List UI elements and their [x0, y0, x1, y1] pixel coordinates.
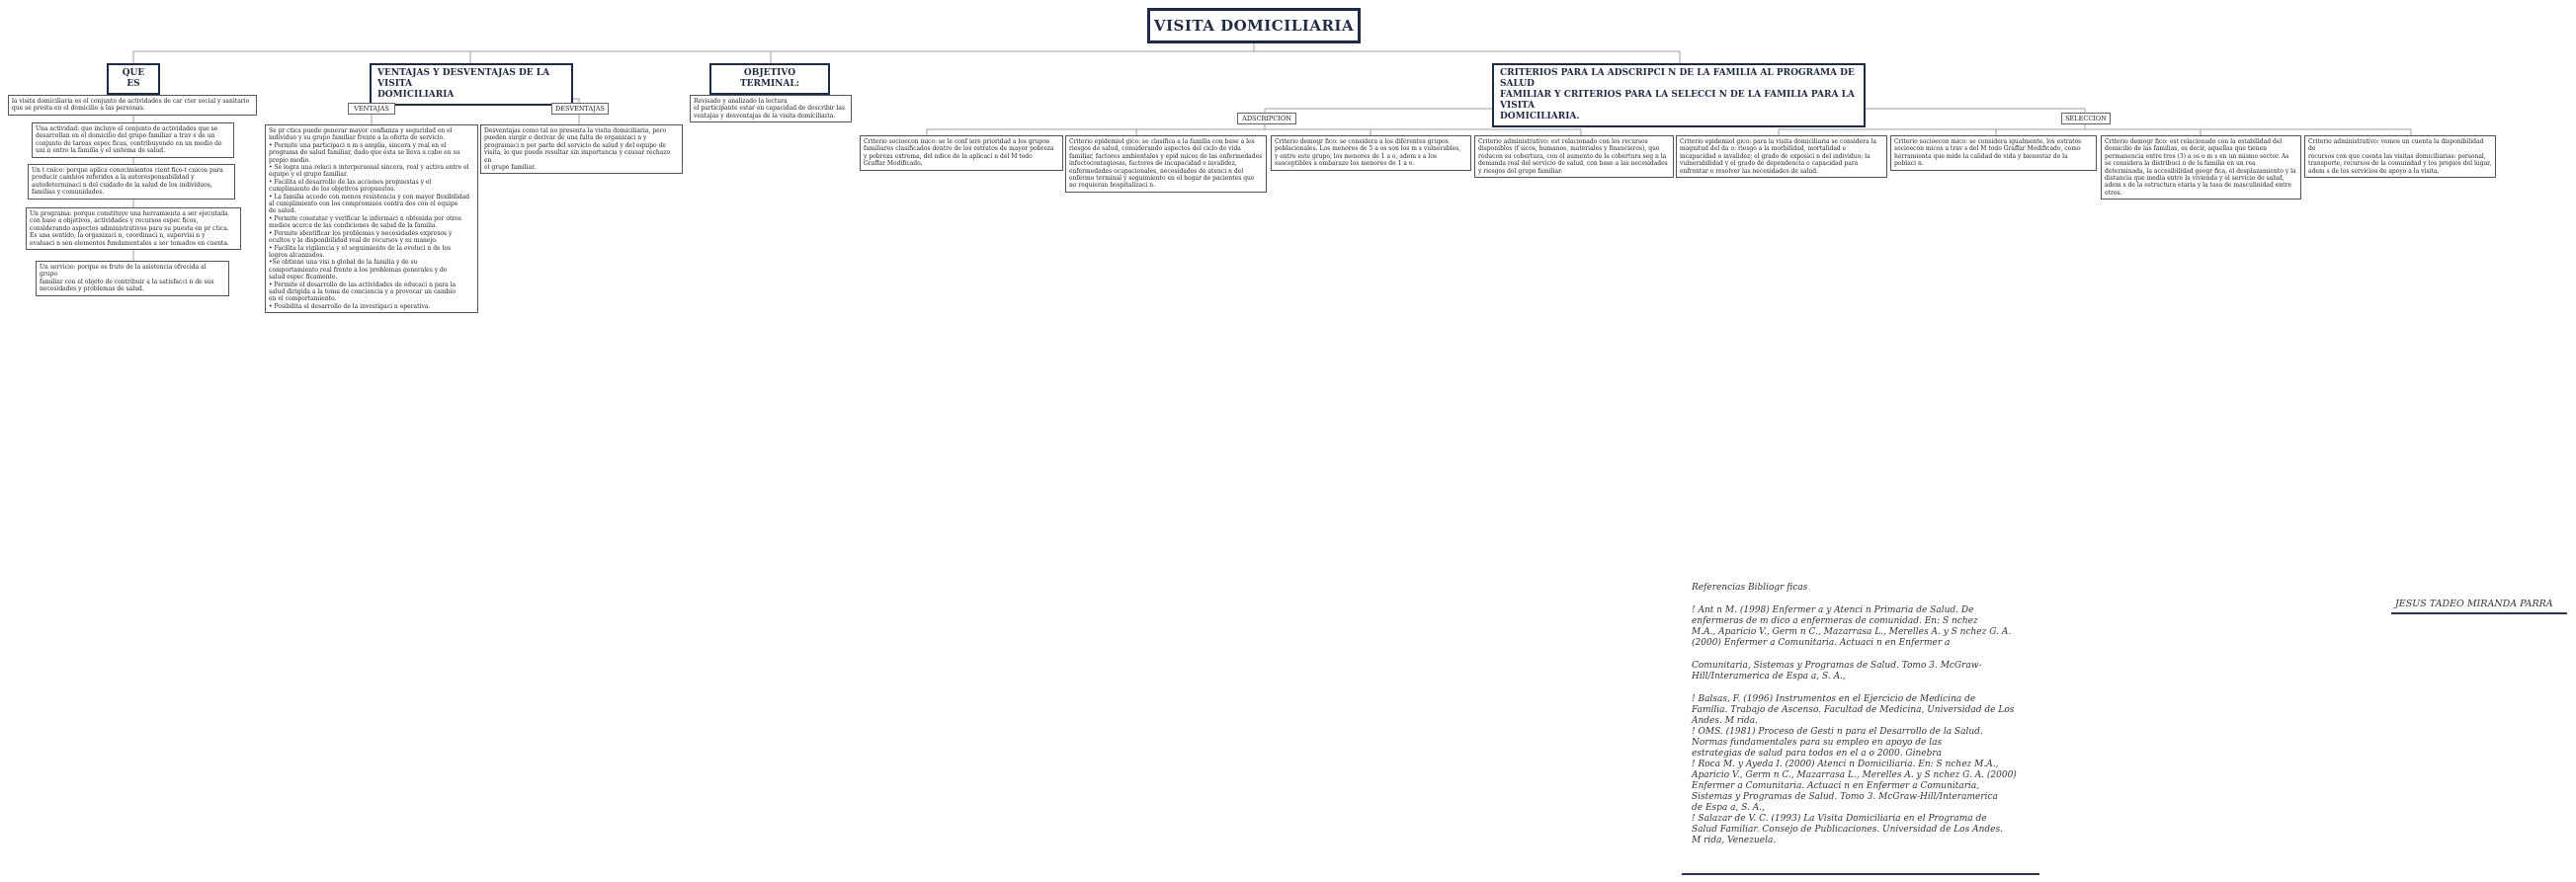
text-line: •Se obtiene una visi n global de la familia y de su: [269, 259, 418, 267]
ventajas-text: [265, 124, 478, 313]
text-line: • Facilita el desarrollo de las acciones propuestas y el: [269, 178, 432, 186]
text-line: comportamiento real frente a los problemas generales y de: [269, 266, 448, 274]
reference-line: Andes. M rida.: [1692, 716, 1758, 726]
text-line: • Se logra una relaci n interpersonal sincera, real y activa entre el: [269, 164, 469, 172]
reference-line: de Espa a, S. A.,: [1692, 803, 1765, 813]
reference-line: ! Roca M. y Ayeda I. (2000) Atenci n Domiciliaria. En: S nchez M.A.,: [1692, 760, 1999, 769]
text-line: al cumplimiento con los compromisos contra dos con el equipo: [269, 200, 458, 208]
author-underline: [2391, 612, 2567, 614]
text-line: • Facilita la vigilancia y el seguimiento de la evoluci n de los: [269, 244, 452, 252]
text-line: en el comportamiento.: [269, 295, 337, 303]
text-line: medios acerca de las condiciones de salud de la familia.: [269, 222, 438, 230]
text-line: equipo y el grupo familiar.: [269, 171, 349, 179]
seleccion-administrativo: Criterio administrativo: vemos un cuenta la disponibilidad de recursos con que cuenta las visitas domiciliarias: personal, transporte, recursos de la comunidad y los propios del lugar, adem s de los servicios de apoyo a la visita.: [2304, 135, 2496, 178]
reference-entry: [1692, 694, 2047, 846]
seleccion-epidemiologico: Criterio epidemiol gico: para la visita domiciliaria se considera la magnitud del da o: riesgo a la morbilidad, mortalidad e incapacidad o invalidez; el grado de exposici n del individuo; la vulnerabilidad y el grado de dependencia o capacidad para enfrentar o resolver las necesidades de salud.: [1676, 135, 1887, 178]
reference-line: Sistemas y Programas de Salud. Tomo 3. McGraw-Hill/Interamerica: [1692, 792, 1998, 802]
que-es-item-1: la visita domiciliaria es el conjunto de actividades de car cter social y sanitario que se presta en el domicilio a las personas.: [8, 95, 257, 116]
text-line: salud espec ficamente.: [269, 274, 338, 281]
reference-line: enfermeras de m dico a enfermeras de comunidad. En: S nchez: [1692, 616, 1978, 626]
reference-line: (2000) Enfermer a Comunitaria. Actuaci n en Enfermer a: [1692, 638, 1951, 648]
reference-line: ! Ant n M. (1998) Enfermer a y Atenci n Primaria de Salud. De: [1692, 605, 1974, 615]
text-line: ocultos y la disponibilidad real de recursos y su manejo.: [269, 237, 438, 245]
reference-line: Aparicio V., Germ n C., Mazarrasa L., Merelles A. y S nchez G. A. (2000): [1692, 770, 2017, 780]
text-line: salud dirigida a la toma de conciencia y a provocar un cambio: [269, 287, 456, 295]
reference-list: [1692, 605, 2047, 846]
text-line: • Posibilita el desarrollo de la investigaci n operativa.: [269, 302, 431, 310]
que-es-item-4: Un programa: porque constituye una herramienta a ser ejecutada con base a objetivos, actividades y recursos espec ficos, considerando aspectos administrativos para su puesta en pr ctica. Es una sentido, la organizaci n, coordinaci n, supervisi n y evaluaci n son elementos fundamentales a ser tomados en cuenta.: [26, 207, 241, 250]
reference-line: Normas fundamentales para su empleo en apoyo de las: [1692, 738, 1943, 748]
seleccion-socioeconomico: Criterio socioecon mico: se considera igualmente, los estratos socioecon micos a trav s del M todo Graffar Modificado, como herramienta que mide la calidad de vida y bienestar de la poblaci n.: [1890, 135, 2097, 171]
text-line: programa de salud familiar, dado que ésta se lleva a cabo en su: [269, 149, 460, 157]
seleccion-label: SELECCION: [2061, 113, 2111, 124]
reference-line: Hill/Interamerica de Espa a, S. A.,: [1692, 672, 1846, 682]
objetivo-text: Revisado y analizado la lectura el participante estar en capacidad de describir las ventajas y desventajas de la visita domiciliaria.: [690, 95, 852, 122]
reference-entry: [1692, 605, 2047, 649]
adscripcion-label: ADSCRIPCION: [1237, 113, 1296, 124]
adscripcion-demografico: Criterio demogr fico: se considera a los diferentes grupos poblacionales. Los menores de 5 a os son los m s vulnerables, y entre este grupo, los menores de 1 a o, adem s a los susceptibles a embarazo los menores de 1 a o.: [1271, 135, 1471, 171]
text-line: • Permite el desarrollo de las actividades de educaci n para la: [269, 281, 457, 288]
text-line: • Permite constatar y verificar la informaci n obtenida por otros: [269, 214, 461, 222]
que-es-item-5: Un servicio: porque es fruto de la asistencia ofrecida al grupo familiar con el objeto de contribuir a la satisfacci n de sus necesidades y problemas de salud.: [36, 261, 229, 296]
references-underline: [1682, 873, 2039, 875]
reference-line: ! Balsas, F. (1996) Instrumentos en el Ejercicio de Medicina de: [1692, 694, 1976, 704]
text-line: programaci n por parte del servicio de salud y del equipo de: [484, 141, 666, 149]
reference-line: M.A., Aparicio V., Germ n C., Mazarrasa L., Merelles A. y S nchez G. A.: [1692, 627, 2012, 637]
ventajas-header: VENTAJAS Y DESVENTAJAS DE LA VISITA DOMICILIARIA: [370, 63, 573, 106]
criterios-header: CRITERIOS PARA LA ADSCRIPCI N DE LA FAMILIA AL PROGRAMA DE SALUD FAMILIAR Y CRITERIOS PARA LA SELECCI N DE LA FAMILIA PARA LA VISITA DOMICILIARIA.: [1492, 63, 1866, 127]
text-line: Desventajas como tal no presenta la visita domiciliaria, pero: [484, 127, 667, 134]
reference-line: Comunitaria, Sistemas y Programas de Salud. Tomo 3. McGraw-: [1692, 661, 1982, 671]
desventajas-label: DESVENTAJAS: [551, 103, 609, 115]
text-line: el grupo familiar.: [484, 164, 537, 172]
reference-line: Enfermer a Comunitaria. Actuaci n en Enfermer a Comunitaria,: [1692, 781, 1980, 791]
text-line: • Permite identificar los problemas y necesidades expresos y: [269, 229, 453, 237]
reference-line: estrategias de salud para todos en el a o 2000. Ginebra: [1692, 749, 1943, 759]
que-es-item-2: Una actividad: que incluye el conjunto de actividades que se desarrollan en el domicilio del grupo familiar a trav s de un conjunto de tareas espec ficas, contribuyendo en un medio de uni n entre la familia y el sistema de salud.: [32, 122, 234, 158]
text-line: • Permite una participaci n m s amplia, sincera y real en el: [269, 141, 447, 149]
text-line: visita, lo que puede resultar sin importancia y causar rechazo en: [484, 149, 671, 164]
main-title: VISITA DOMICILIARIA: [1147, 8, 1361, 43]
reference-line: Familia. Trabajo de Ascenso. Facultad de Medicina, Universidad de Los: [1692, 705, 2015, 715]
text-line: propio medio.: [269, 156, 311, 164]
seleccion-demografico: Criterio demogr fico: est relacionado con la estabilidad del domicilio de las familias, es decir, aquellas que tienen permanencia entre tres (3) a os o m s en un mismo sector. As se considera la distribuci n de la familia en un rea determinada, la accesibilidad geogr fica, el desplazamiento y la distancia que media entre la vivienda y el servicio de salud, adem s de la estructura etaria y la tasa de masculinidad entre otros.: [2101, 135, 2301, 200]
reference-entry: [1692, 661, 2047, 682]
text-line: pueden surgir o derivar de una falta de organizaci n y: [484, 134, 647, 142]
reference-line: ! OMS. (1981) Proceso de Gesti n para el Desarrollo de la Salud.: [1692, 727, 1983, 737]
adscripcion-administrativo: Criterio administrativo: est relacionado con los recursos disponibles (f sicos, humanos, materiales y financieros), que reducen su cobertura, con el aumento de la cobertura seg n la demanda real del servicio de salud, con base a las necesidades y riesgos del grupo familiar.: [1474, 135, 1674, 178]
text-line: logros alcanzados.: [269, 251, 325, 259]
text-line: cumplimiento de los objetivos propuestos.: [269, 186, 396, 194]
text-line: individuo y su grupo familiar frente a la oferta de servicio.: [269, 134, 445, 142]
desventajas-text: [480, 124, 683, 174]
text-line: Se pr ctica puede generar mayor confianza y seguridad en el: [269, 127, 453, 134]
references-title: Referencias Bibliogr ficas: [1692, 583, 1808, 593]
author-name: JESUS TADEO MIRANDA PARRA: [2395, 599, 2553, 609]
adscripcion-socioeconomico: Criterio socioecon mico: se le conf iere prioridad a los grupos familiares clasificados dentro de los estratos de mayor pobreza y pobreza extrema, del ndice de la aplicaci n del M todo Graffar Modificado.: [860, 135, 1063, 171]
objetivo-header: OBJETIVO TERMINAL:: [709, 63, 830, 95]
adscripcion-epidemiologico: Criterio epidemiol gico: se clasifica a la familia con base a los riesgos de salud, considerando aspectos del ciclo de vida familiar, factores ambientales y epid micos de las enfermedades infectocontagiosas, factores de incapacidad e invalidez, enfermedades ocupacionales, necesidades de atenci n del enfermo terminal y seguimiento en el hogar de pacientes que no requieran hospitalizaci n.: [1065, 135, 1267, 193]
text-line: de salud.: [269, 207, 296, 215]
que-es-item-3: Un t cnico: porque aplica conocimientos cient fico-t cnicos para producir cambios referidos a la autoresponsabilidad y autodeterminaci n del cuidado de la salud de los individuos, familias y comunidades.: [28, 164, 235, 200]
reference-line: Salud Familiar. Consejo de Publicaciones. Universidad de Los Andes.: [1692, 825, 2003, 835]
ventajas-label: VENTAJAS: [348, 103, 395, 115]
que-es-header: QUE ES: [107, 63, 160, 95]
text-line: • La familia accede con menos resistencia y con mayor flexibilidad: [269, 193, 470, 200]
reference-line: M rida, Venezuela.: [1692, 836, 1777, 845]
references: [1692, 583, 2047, 858]
reference-line: ! Salazar de V. C. (1993) La Visita Domiciliaria en el Programa de: [1692, 814, 1987, 824]
